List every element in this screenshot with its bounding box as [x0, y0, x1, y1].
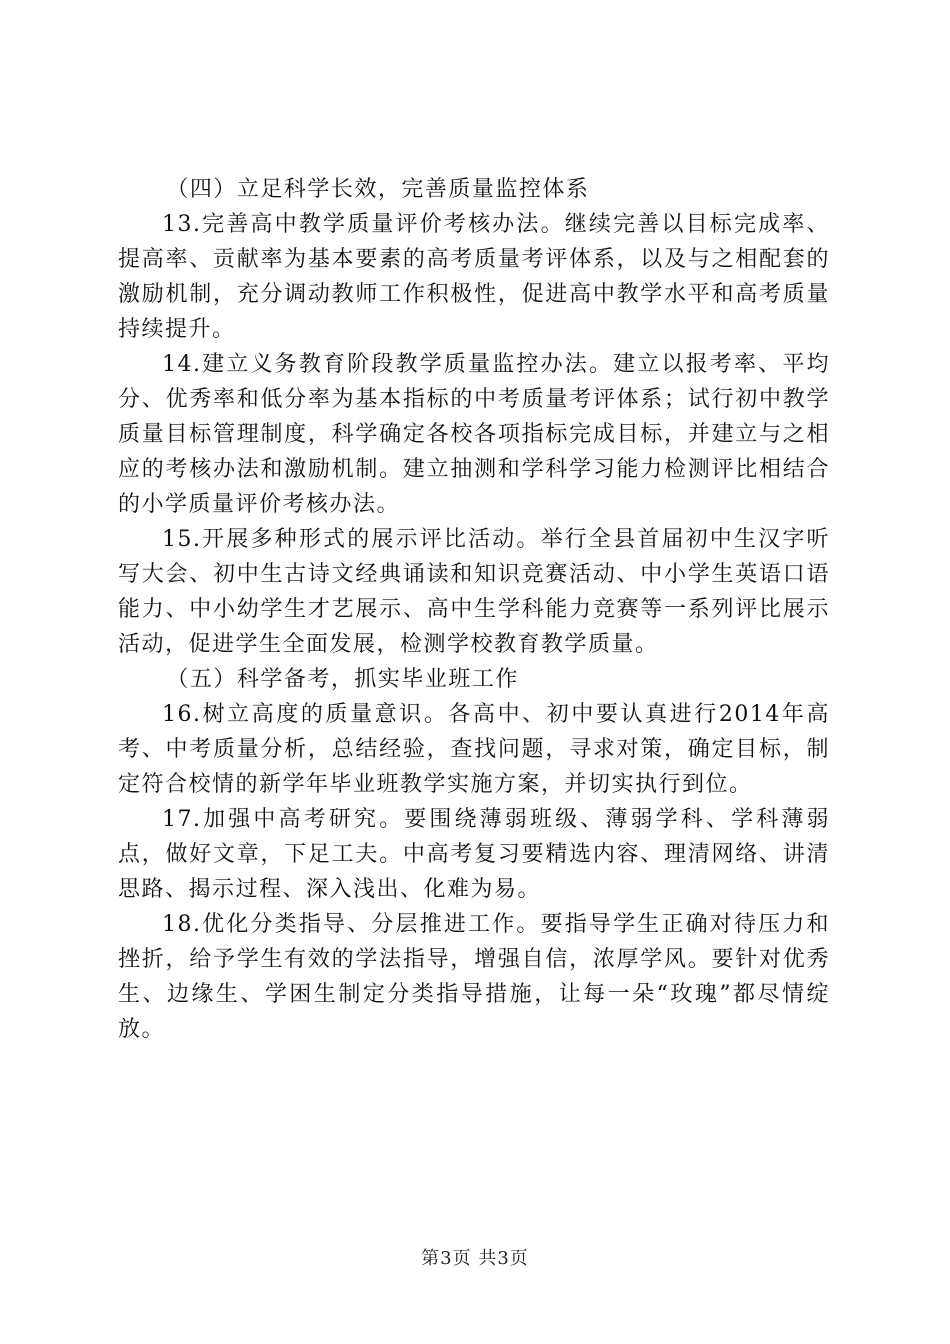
page-footer: 第3页 共3页 [421, 1248, 529, 1269]
section-heading-5: （五）科学备考，抓实毕业班工作 [166, 667, 519, 692]
section-heading-4: （四）立足科学长效，完善质量监控体系 [166, 177, 590, 202]
paragraph-13: 13.完善高中教学质量评价考核办法。继续完善以目标完成率、提高率、贡献率为基本要素的高考质量考评体系，以及与之相配套的激励机制，充分调动教师工作积极性，促进高中教学水平和高考质量持续提升。 [118, 212, 830, 342]
paragraph-14: 14.建立义务教育阶段教学质量监控办法。建立以报考率、平均分、优秀率和低分率为基本指标的中考质量考评体系；试行初中教学质量目标管理制度，科学确定各校各项指标完成目标，并建立与之相应的考核办法和激励机制。建立抽测和学科学习能力检测评比相结合的小学质量评价考核办法。 [118, 352, 830, 517]
paragraph-17: 17.加强中高考研究。要围绕薄弱班级、薄弱学科、学科薄弱点，做好文章，下足工夫。中高考复习要精选内容、理清网络、讲清思路、揭示过程、深入浅出、化难为易。 [118, 807, 830, 902]
paragraph-16: 16.树立高度的质量意识。各高中、初中要认真进行2014年高考、中考质量分析，总结经验，查找问题，寻求对策，确定目标，制定符合校情的新学年毕业班教学实施方案，并切实执行到位。 [118, 702, 830, 797]
paragraph-18: 18.优化分类指导、分层推进工作。要指导学生正确对待压力和挫折，给予学生有效的学法指导，增强自信，浓厚学风。要针对优秀生、边缘生、学困生制定分类指导措施，让每一朵“玫瑰”都尽情绽放。 [118, 912, 830, 1042]
paragraph-15: 15.开展多种形式的展示评比活动。举行全县首届初中生汉字听写大会、初中生古诗文经典诵读和知识竞赛活动、中小学生英语口语能力、中小幼学生才艺展示、高中生学科能力竞赛等一系列评比展示活动，促进学生全面发展，检测学校教育教学质量。 [118, 527, 830, 657]
document-body [118, 172, 830, 1047]
